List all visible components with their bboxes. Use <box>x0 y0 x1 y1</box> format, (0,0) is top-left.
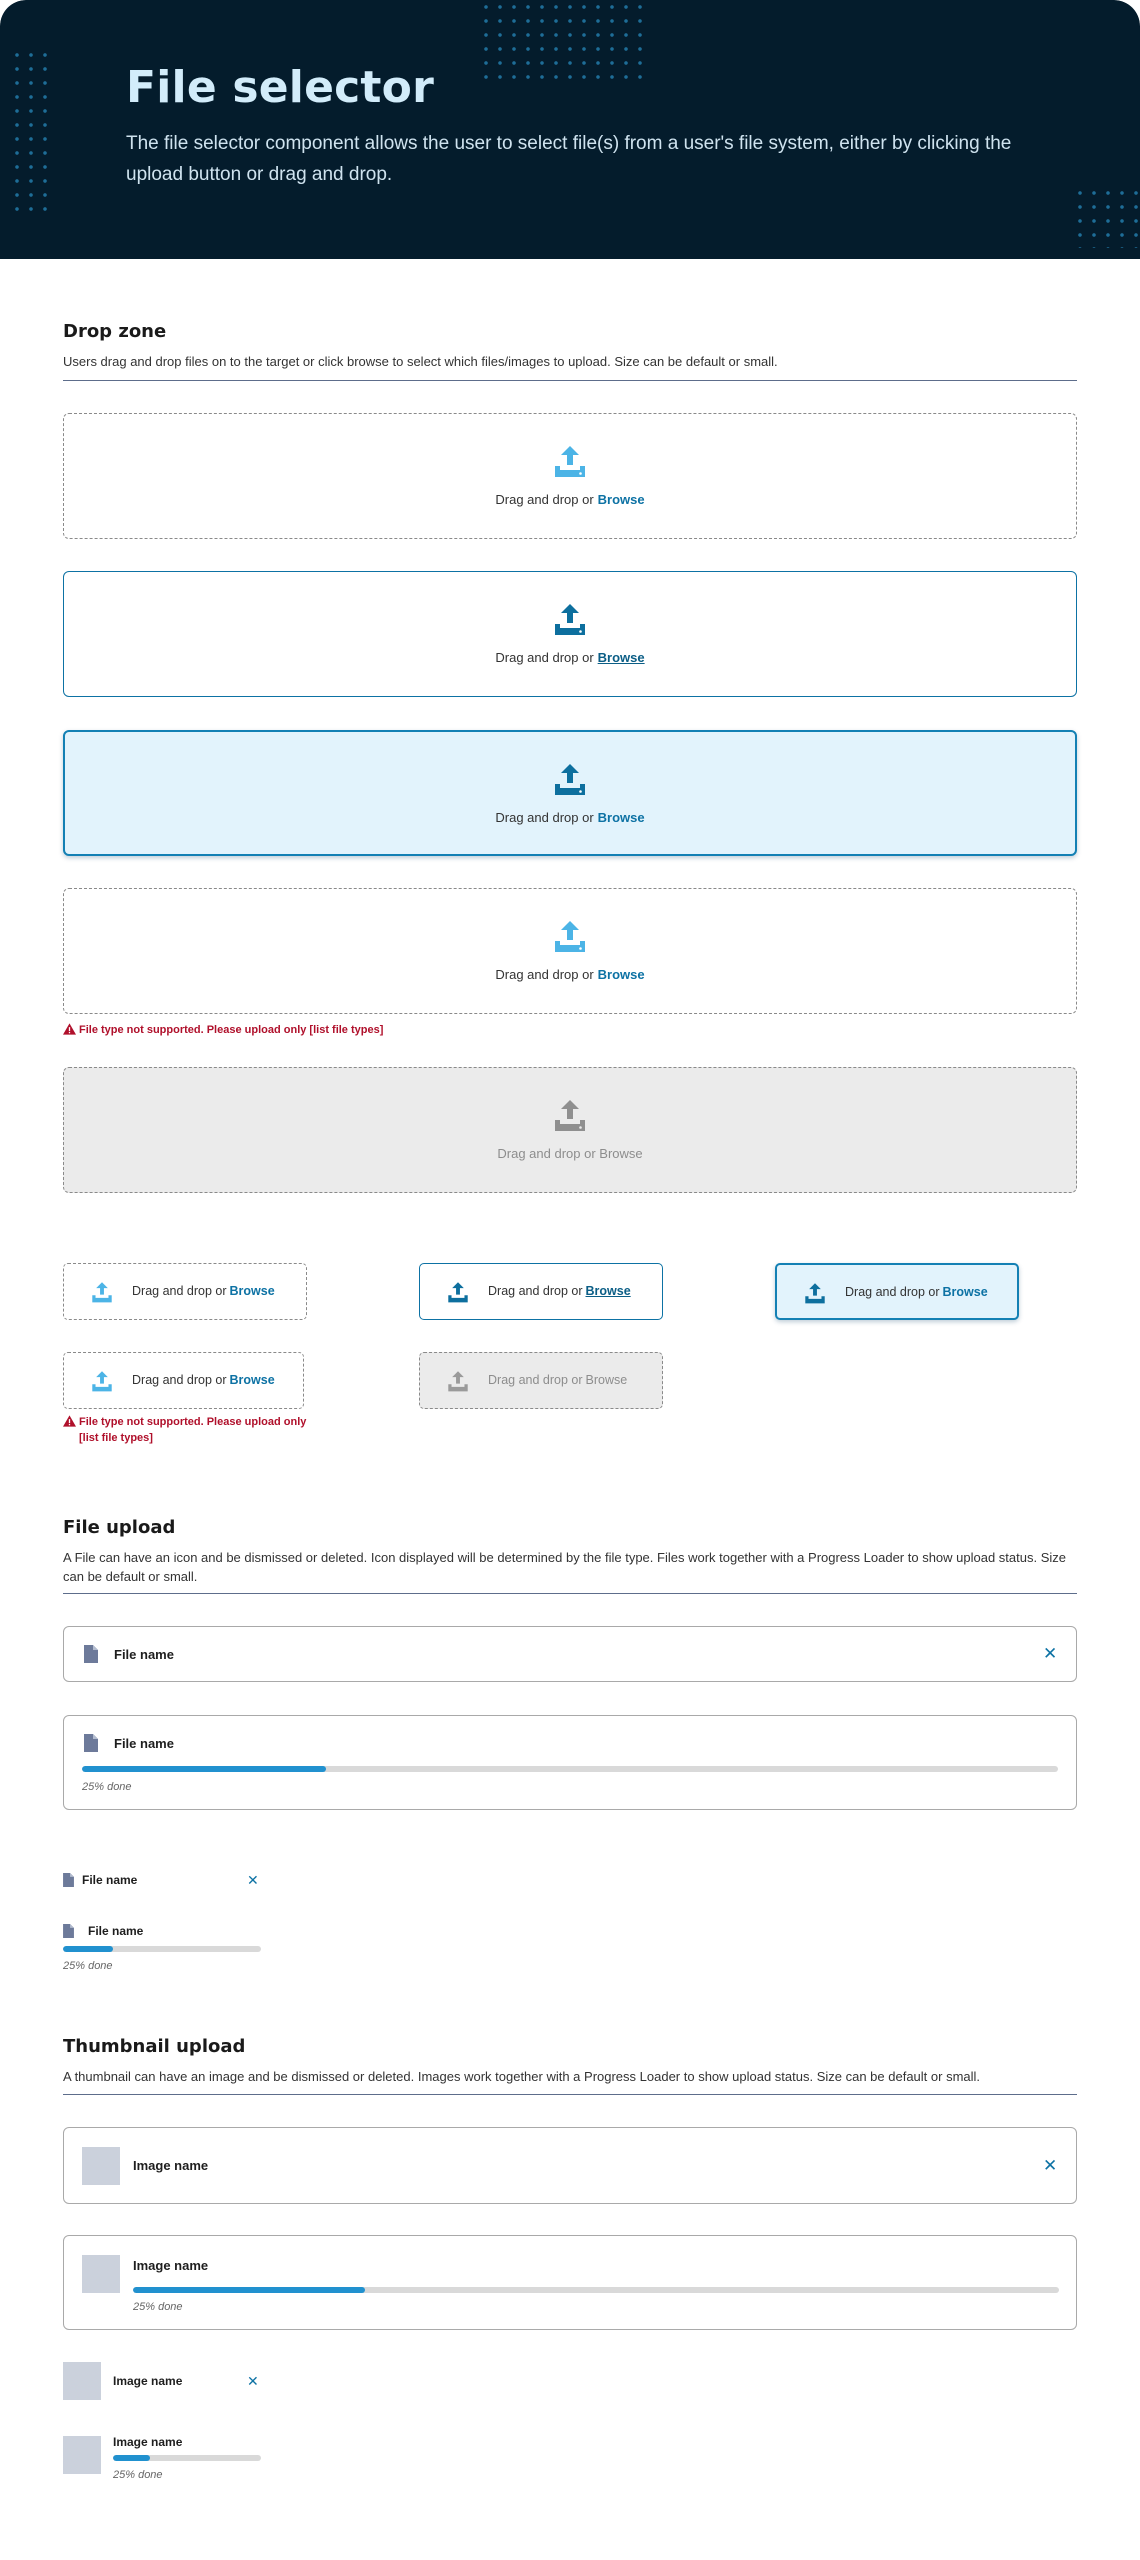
drop-zone-text: Drag and drop or Browse <box>497 1146 643 1161</box>
page-title: File selector <box>126 62 434 113</box>
drop-zone-prompt: Drag and drop or <box>845 1285 940 1299</box>
image-name: Image name <box>133 2158 209 2173</box>
thumbnail-image <box>82 2255 120 2293</box>
error-text: File type not supported. Please upload only [list file types] <box>79 1024 384 1036</box>
progress-bar <box>133 2287 1059 2293</box>
progress-text: 25% done <box>133 2301 183 2313</box>
progress-bar <box>82 1766 1058 1772</box>
drop-zone-prompt: Drag and drop or <box>488 1284 583 1298</box>
small-drop-zone-active[interactable] <box>775 1263 1019 1320</box>
drop-zone-prompt: Drag and drop or <box>495 492 594 507</box>
close-icon[interactable]: ✕ <box>247 2373 259 2389</box>
close-icon[interactable]: ✕ <box>247 1872 259 1888</box>
thumbnail-image <box>63 2436 101 2474</box>
progress-fill <box>63 1946 113 1952</box>
upload-icon <box>447 1370 469 1392</box>
upload-icon <box>553 444 587 478</box>
decor-dots <box>479 0 647 80</box>
small-drop-zone-hover[interactable] <box>419 1263 663 1320</box>
drop-zone-text <box>488 1284 631 1298</box>
decor-dots <box>10 48 52 216</box>
section-divider <box>63 380 1077 381</box>
section-description-drop-zone: Users drag and drop files on to the target or click browse to select which files/images to upload. Size can be default or small. <box>63 354 778 369</box>
drop-zone-text <box>488 1373 627 1387</box>
progress-fill <box>113 2455 150 2461</box>
drop-zone-text <box>132 1373 275 1387</box>
progress-bar <box>113 2455 261 2461</box>
drop-zone-text <box>64 492 1076 507</box>
drop-zone-text <box>64 650 1076 665</box>
drop-zone-text <box>65 810 1075 825</box>
section-title-thumbnail-upload: Thumbnail upload <box>63 2036 246 2057</box>
section-divider <box>63 1593 1077 1594</box>
browse-link[interactable]: Browse <box>942 1285 988 1299</box>
drop-zone-prompt: Drag and drop or <box>495 650 594 665</box>
browse-link[interactable]: Browse <box>597 967 645 982</box>
drop-zone-hover[interactable] <box>63 571 1077 697</box>
error-text-line2: [list file types] <box>79 1432 153 1444</box>
page-description: The file selector component allows the user to select file(s) from a user's file system, either by clicking the upload button or drag and drop. <box>126 133 1012 185</box>
warning-icon <box>63 1023 76 1035</box>
section-description-thumbnail-upload: A thumbnail can have an image and be dismissed or deleted. Images work together with a Progress Loader to show upload status. Size can be default or small. <box>63 2069 981 2084</box>
file-name: File name <box>88 1924 144 1938</box>
image-name: Image name <box>133 2258 209 2273</box>
document-icon <box>84 1645 98 1663</box>
drop-zone-prompt: Drag and drop or <box>488 1373 583 1387</box>
close-icon[interactable]: ✕ <box>1043 1644 1058 1663</box>
image-name: Image name <box>113 2374 183 2388</box>
document-icon <box>63 1924 74 1938</box>
progress-fill <box>133 2287 365 2293</box>
upload-icon <box>553 602 587 636</box>
file-name: File name <box>114 1736 174 1751</box>
document-icon <box>63 1873 74 1887</box>
drop-zone-text <box>64 967 1076 982</box>
error-text-line1: File type not supported. Please upload only <box>79 1416 307 1428</box>
upload-icon <box>553 762 587 796</box>
small-drop-zone-default[interactable] <box>63 1263 307 1320</box>
drop-zone-prompt: Drag and drop or <box>132 1284 227 1298</box>
error-message <box>63 1022 383 1038</box>
progress-text: 25% done <box>63 1960 113 1972</box>
drop-zone-active[interactable] <box>63 730 1077 856</box>
document-icon <box>84 1734 98 1752</box>
thumbnail-card <box>63 2127 1077 2204</box>
browse-link[interactable]: Browse <box>597 492 645 507</box>
section-title-drop-zone: Drop zone <box>63 321 167 342</box>
browse-link[interactable]: Browse <box>597 810 645 825</box>
thumbnail-card-uploading <box>63 2235 1077 2330</box>
drop-zone-error[interactable] <box>63 888 1077 1014</box>
warning-icon <box>63 1415 76 1427</box>
upload-icon <box>804 1282 826 1304</box>
section-description-file-upload: A File can have an icon and be dismissed or deleted. Icon displayed will be determined by the file type. Files work together with a Progress Loader to show upload status. Size can be default or small. <box>63 1550 1066 1584</box>
progress-bar <box>63 1946 261 1952</box>
file-card <box>63 1626 1077 1682</box>
progress-text: 25% done <box>113 2469 163 2481</box>
drop-zone-prompt: Drag and drop or <box>132 1373 227 1387</box>
hero-banner <box>0 0 1140 259</box>
thumbnail-image <box>63 2362 101 2400</box>
upload-icon <box>553 919 587 953</box>
image-name: Image name <box>113 2435 183 2449</box>
browse-link[interactable]: Browse <box>229 1373 275 1387</box>
section-divider <box>63 2094 1077 2095</box>
decor-dots <box>1073 186 1140 248</box>
browse-link[interactable]: Browse <box>585 1284 631 1298</box>
drop-zone-default[interactable] <box>63 413 1077 539</box>
drop-zone-prompt: Drag and drop or <box>495 810 594 825</box>
thumbnail-image <box>82 2147 120 2185</box>
close-icon[interactable]: ✕ <box>1043 2156 1058 2175</box>
file-name: File name <box>114 1647 174 1662</box>
upload-icon <box>91 1281 113 1303</box>
progress-fill <box>82 1766 326 1772</box>
upload-icon <box>553 1098 587 1132</box>
browse-link[interactable]: Browse <box>597 650 645 665</box>
small-drop-zone-disabled <box>419 1352 663 1409</box>
drop-zone-disabled <box>63 1067 1077 1193</box>
upload-icon <box>447 1281 469 1303</box>
drop-zone-prompt: Drag and drop or <box>495 967 594 982</box>
section-title-file-upload: File upload <box>63 1517 176 1538</box>
drop-zone-text <box>845 1285 988 1299</box>
drop-zone-text <box>132 1284 275 1298</box>
browse-link: Browse <box>585 1373 628 1387</box>
upload-icon <box>91 1370 113 1392</box>
small-drop-zone-error[interactable] <box>63 1352 304 1409</box>
error-message-small <box>63 1414 323 1446</box>
browse-link[interactable]: Browse <box>229 1284 275 1298</box>
progress-text: 25% done <box>82 1781 132 1793</box>
file-card-uploading <box>63 1715 1077 1810</box>
file-name: File name <box>82 1873 138 1887</box>
